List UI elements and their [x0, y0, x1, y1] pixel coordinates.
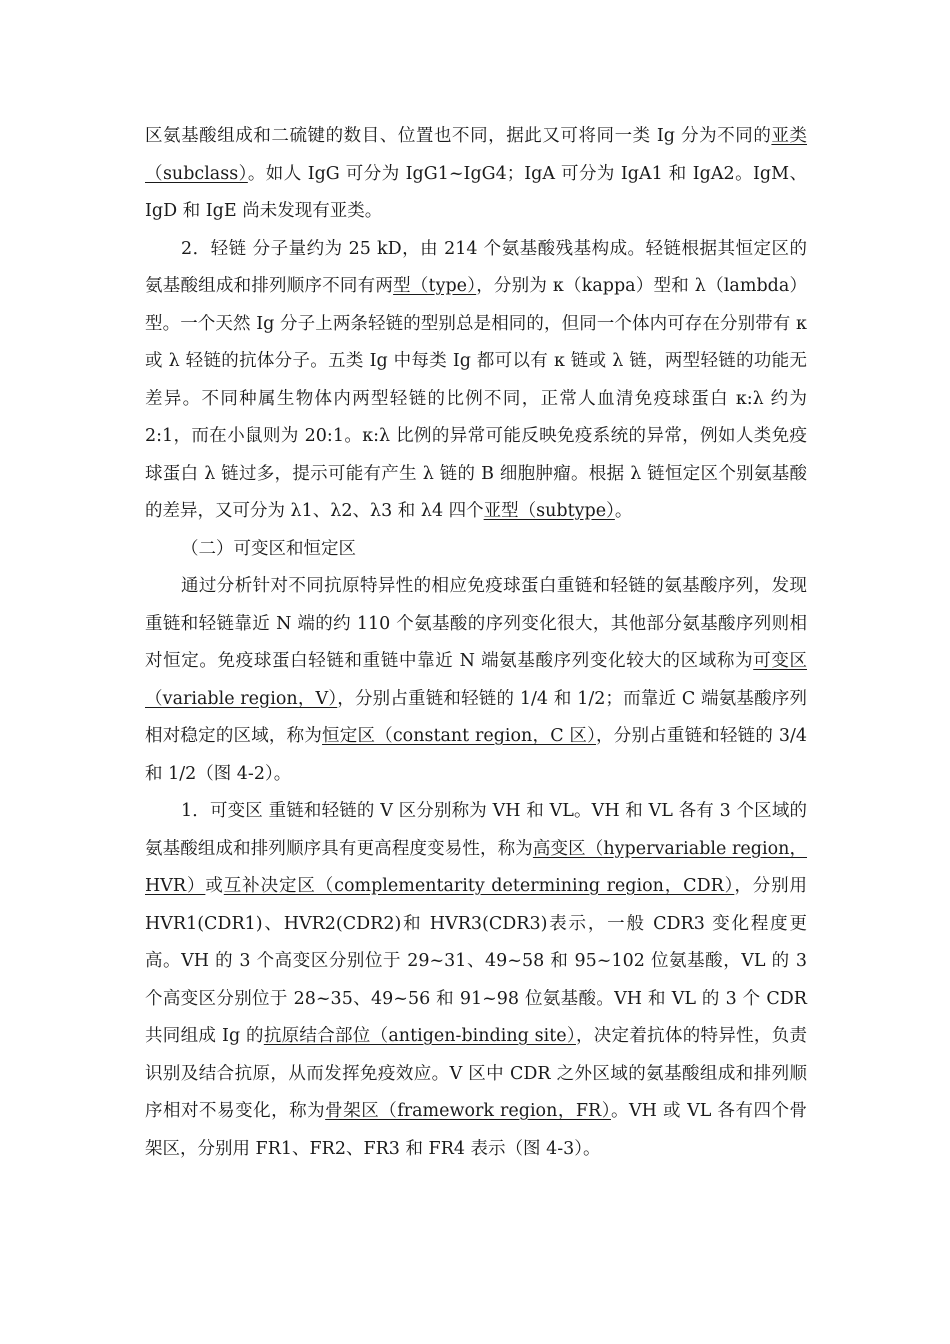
term-type: 型（type）	[393, 276, 477, 296]
text-run: ，分别为 κ（kappa）型和 λ（lambda）型。一个天然 Ig 分子上两条轻链的型别总是相同的，但同一个体内可存在分别带有 κ 或 λ 轻链的抗体分子。五类 Ig 中每类 Ig 都可以有 κ 链或 λ 链，两型轻链的功能无差异。不同种属生物体内两型轻链的比例不同，正常人血清免疫球蛋白 κ:λ 约为 2:1，而在小鼠则为 20:1。κ:λ 比例的异常可能反映免疫系统的异常，例如人类免疫球蛋白 λ 链过多，提示可能有产生 λ 链的 B 细胞肿瘤。根据 λ 链恒定区个别氨基酸的差异，又可分为 λ1、λ2、λ3 和 λ4 四个	[145, 276, 807, 521]
term-cdr: 互补决定区（complementarity determining region，CDR）	[223, 876, 735, 896]
text-run: 。如人 IgG 可分为 IgG1~IgG4；IgA 可分为 IgA1 和 IgA2。IgM、IgD 和 IgE 尚未发现有亚类。	[145, 163, 807, 221]
term-variable-region: 可变区（variable region，V）	[145, 651, 807, 709]
term-hypervariable-region: 高变区（hypervariable region，HVR）	[145, 838, 808, 896]
text-run: 区氨基酸组成和二硫键的数目、位置也不同，据此又可将同一类 Ig 分为不同的	[145, 126, 772, 146]
term-framework-region: 骨架区（framework region，FR）	[325, 1101, 611, 1121]
text-run: ，分别用 HVR1(CDR1)、HVR2(CDR2)和 HVR3(CDR3)表示，一般 CDR3 变化程度更高。VH 的 3 个高变区分别位于 29~31、49~58 和 95~102 位氨基酸，VL 的 3 个高变区分别位于 28~35、49~56 和 91~98 位氨基酸。VH 和 VL 的 3 个 CDR 共同组成 Ig 的	[145, 876, 808, 1046]
term-subclass: 亚类（subclass）	[145, 126, 807, 184]
text-run: ，决定着抗体的特异性，负责识别及结合抗原，从而发挥免疫效应。V 区中 CDR 之外区域的氨基酸组成和排列顺序相对不易变化，称为	[145, 1026, 808, 1121]
paragraph-light-chain	[145, 231, 807, 531]
term-subtype: 亚型（subtype）	[483, 501, 615, 521]
paragraph-variable-region-detail	[145, 793, 807, 1168]
term-antigen-binding-site: 抗原结合部位（antigen-binding site）	[263, 1026, 576, 1046]
text-run: 1．可变区 重链和轻链的 V 区分别称为 VH 和 VL。VH 和 VL 各有 3 个区域的氨基酸组成和排列顺序具有更高程度变易性，称为	[145, 801, 807, 859]
body-text	[145, 118, 807, 1168]
paragraph-heavy-chain-subclass	[145, 118, 807, 231]
text-run: 或	[205, 876, 224, 896]
text-run: 。VH 或 VL 各有四个骨架区，分别用 FR1、FR2、FR3 和 FR4 表示（图 4-3）。	[145, 1101, 807, 1159]
paragraph-variable-constant	[145, 568, 807, 793]
text-run: ，分别占重链和轻链的 3/4 和 1/2（图 4-2）。	[145, 726, 808, 784]
section-heading: （二）可变区和恒定区	[181, 538, 356, 559]
term-constant-region: 恒定区（constant region，C 区）	[322, 726, 597, 746]
text-run: 通过分析针对不同抗原特异性的相应免疫球蛋白重链和轻链的氨基酸序列，发现重链和轻链靠近 N 端的约 110 个氨基酸的序列变化很大，其他部分氨基酸序列则相对恒定。免疫球蛋白轻链和重链中靠近 N 端氨基酸序列变化较大的区域称为	[145, 576, 807, 671]
text-run: ，分别占重链和轻链的 1/4 和 1/2；而靠近 C 端氨基酸序列相对稳定的区域，称为	[145, 688, 807, 746]
text-run: 2．轻链 分子量约为 25 kD，由 214 个氨基酸残基构成。轻链根据其恒定区的氨基酸组成和排列顺序不同有两	[145, 238, 807, 296]
text-run: 。	[614, 501, 633, 521]
